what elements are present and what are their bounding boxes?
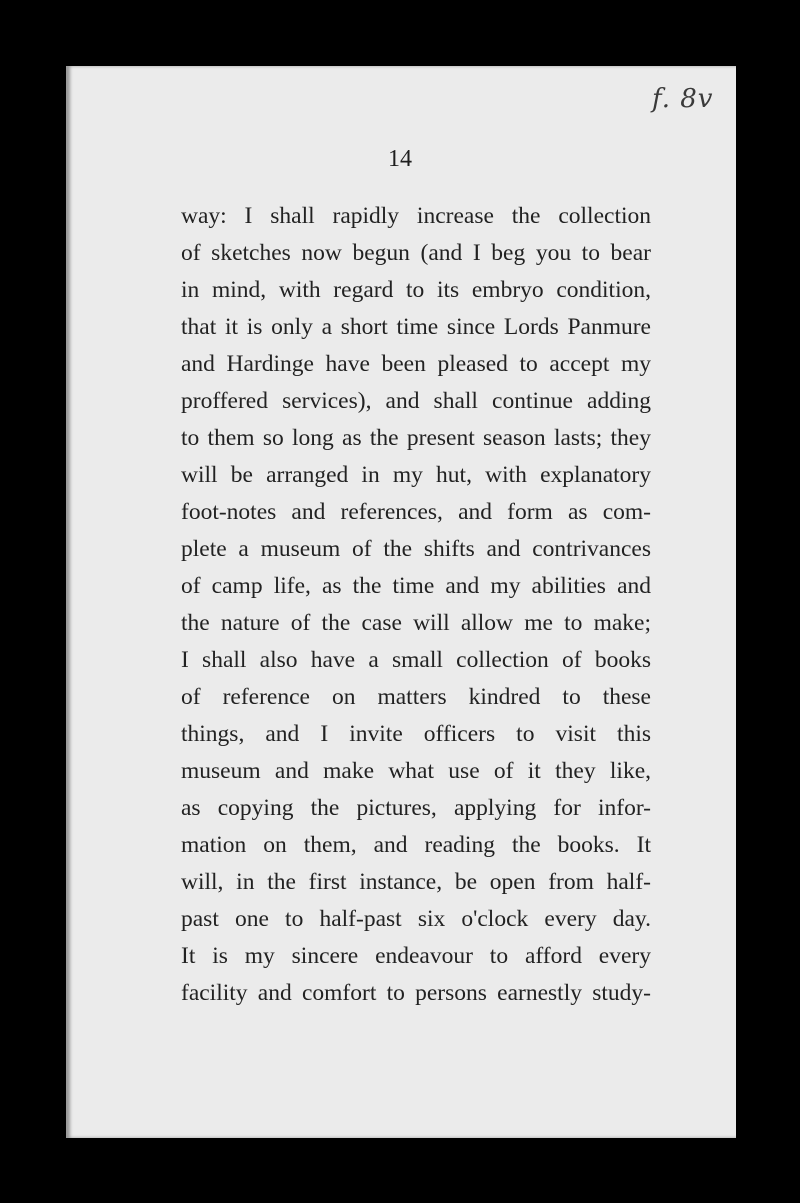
- text-line: in mind, with regard to its embryo condition,: [181, 277, 651, 303]
- folio-annotation: f. 8v: [652, 84, 714, 114]
- text-line: past one to half-past six o'clock every day.: [181, 906, 651, 932]
- text-line: the nature of the case will allow me to make;: [181, 610, 651, 636]
- text-line: facility and comfort to persons earnestly study-: [181, 980, 651, 1006]
- text-line: It is my sincere endeavour to afford every: [181, 943, 651, 969]
- text-line: and Hardinge have been pleased to accept my: [181, 351, 651, 377]
- text-line: things, and I invite officers to visit this: [181, 721, 651, 747]
- text-line: of reference on matters kindred to these: [181, 684, 651, 710]
- text-line: to them so long as the present season lasts; they: [181, 425, 651, 451]
- text-line: of camp life, as the time and my abilities and: [181, 573, 651, 599]
- text-line: will, in the first instance, be open from half-: [181, 869, 651, 895]
- text-line: that it is only a short time since Lords Panmure: [181, 314, 651, 340]
- text-line: as copying the pictures, applying for infor-: [181, 795, 651, 821]
- text-line: I shall also have a small collection of books: [181, 647, 651, 673]
- text-line: foot-notes and references, and form as com-: [181, 499, 651, 525]
- text-line: museum and make what use of it they like,: [181, 758, 651, 784]
- text-line: proffered services), and shall continue adding: [181, 388, 651, 414]
- page-number: 14: [388, 146, 412, 172]
- body-text: [181, 198, 651, 1012]
- text-line: way: I shall rapidly increase the collection: [181, 203, 651, 229]
- text-line: will be arranged in my hut, with explanatory: [181, 462, 651, 488]
- text-line: mation on them, and reading the books. It: [181, 832, 651, 858]
- text-line: of sketches now begun (and I beg you to bear: [181, 240, 651, 266]
- text-line: plete a museum of the shifts and contrivances: [181, 536, 651, 562]
